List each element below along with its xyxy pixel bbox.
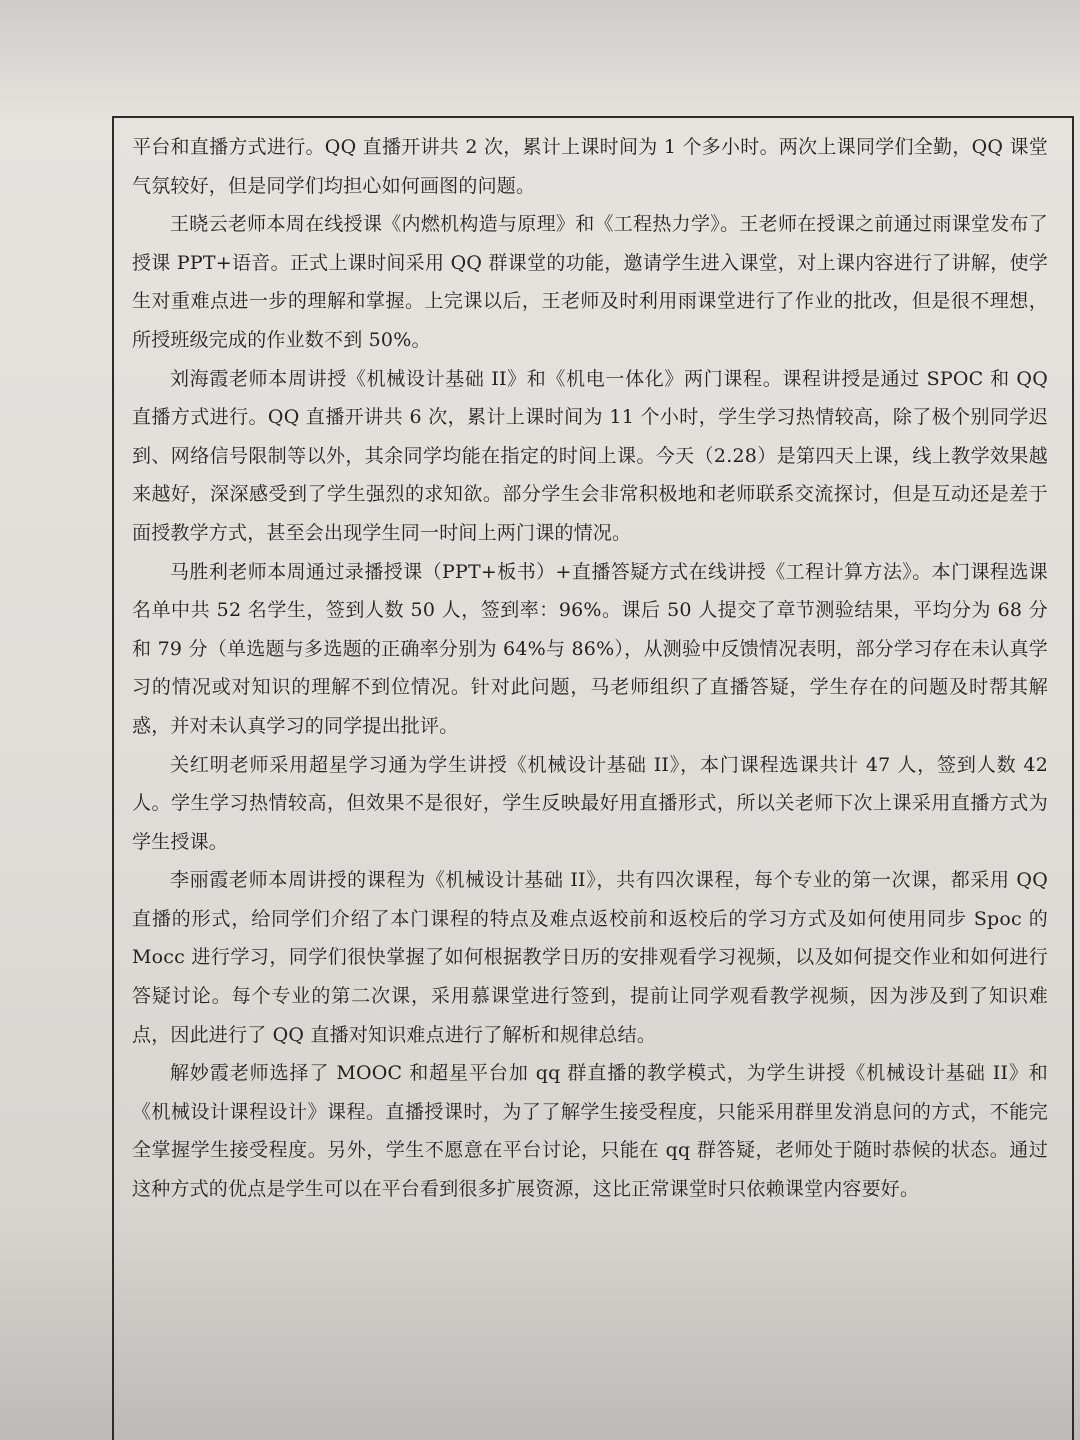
paragraph-liu-haixia: 刘海霞老师本周讲授《机械设计基础 II》和《机电一体化》两门课程。课程讲授是通过 SPOC 和 QQ 直播方式进行。QQ 直播开讲共 6 次，累计上课时间为 11 个小时，学生学习热情较高，除了极个别同学迟到、网络信号限制等以外，其余同学均能在指定的时间上课。今天（2.28）是第四天上课，线上教学效果越来越好，深深感受到了学生强烈的求知欲。部分学生会非常积极地和老师联系交流探讨，但是互动还是差于面授教学方式，甚至会出现学生同一时间上两门课的情况。: [132, 367, 1048, 544]
paragraph-continuation: 平台和直播方式进行。QQ 直播开讲共 2 次，累计上课时间为 1 个多小时。两次上课同学们全勤，QQ 课堂气氛较好，但是同学们均担心如何画图的问题。: [132, 136, 1048, 197]
paragraph-li-lixia: 李丽霞老师本周讲授的课程为《机械设计基础 II》，共有四次课程，每个专业的第一次课，都采用 QQ 直播的形式，给同学们介绍了本门课程的特点及难点返校前和返校后的学习方式及如何使用同步 Spoc 的 Mocc 进行学习，同学们很快掌握了如何根据教学日历的安排观看学习视频，以及如何提交作业和如何进行答疑讨论。每个专业的第二次课，采用慕课堂进行签到，提前让同学观看教学视频，因为涉及到了知识难点，因此进行了 QQ 直播对知识难点进行了解析和规律总结。: [132, 869, 1048, 1046]
report-text: [132, 128, 1048, 1209]
paragraph-ma-shengli: 马胜利老师本周通过录播授课（PPT+板书）+直播答疑方式在线讲授《工程计算方法》。本门课程选课名单中共 52 名学生，签到人数 50 人，签到率：96%。课后 50 人提交了章节测验结果，平均分为 68 分和 79 分（单选题与多选题的正确率分别为 64%与 86%），从测验中反馈情况表明，部分学习存在未认真学习的情况或对知识的理解不到位情况。针对此问题，马老师组织了直播答疑，学生存在的问题及时帮其解惑，并对未认真学习的同学提出批评。: [132, 560, 1048, 737]
paragraph-xie-miaoxia: 解妙霞老师选择了 MOOC 和超星平台加 qq 群直播的教学模式，为学生讲授《机械设计基础 II》和《机械设计课程设计》课程。直播授课时，为了了解学生接受程度，只能采用群里发消息问的方式，不能完全掌握学生接受程度。另外，学生不愿意在平台讨论，只能在 qq 群答疑，老师处于随时恭候的状态。通过这种方式的优点是学生可以在平台看到很多扩展资源，这比正常课堂时只依赖课堂内容要好。: [132, 1062, 1048, 1201]
paragraph-guan-hongming: 关红明老师采用超星学习通为学生讲授《机械设计基础 II》，本门课程选课共计 47 人，签到人数 42 人。学生学习热情较高，但效果不是很好，学生反映最好用直播形式，所以关老师下次上课采用直播方式为学生授课。: [132, 753, 1048, 853]
paragraph-wang-xiaoyun: 王晓云老师本周在线授课《内燃机构造与原理》和《工程热力学》。王老师在授课之前通过雨课堂发布了授课 PPT+语音。正式上课时间采用 QQ 群课堂的功能，邀请学生进入课堂，对上课内容进行了讲解，使学生对重难点进一步的理解和掌握。上完课以后，王老师及时利用雨课堂进行了作业的批改，但是很不理想，所授班级完成的作业数不到 50%。: [132, 213, 1048, 351]
top-shadow: [0, 0, 1080, 120]
table-cell-frame: [112, 116, 1074, 1440]
